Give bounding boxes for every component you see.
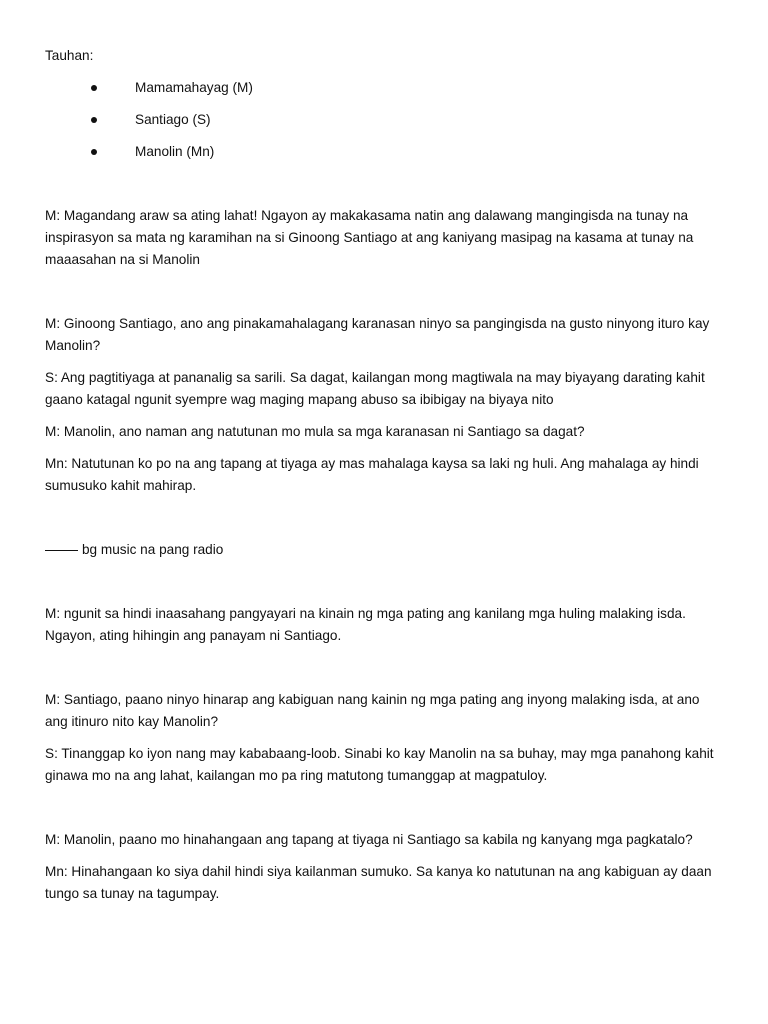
bullet-icon [91, 117, 97, 123]
cast-list-item [45, 109, 715, 131]
cast-list-item [45, 77, 715, 99]
dialogue-paragraph: M: Ginoong Santiago, ano ang pinakamahalagang karanasan ninyo sa pangingisda na gusto ninyong ituro kay Manolin? [45, 316, 710, 353]
dialogue-paragraph: Mn: Hinahangaan ko siya dahil hindi siya kailanman sumuko. Sa kanya ko natutunan na ang kabiguan ay daan tungo sa tunay na tagumpay. [45, 864, 712, 901]
bullet-icon [91, 149, 97, 155]
cast-heading: Tauhan: [45, 48, 94, 63]
dialogue-paragraph: Mn: Natutunan ko po na ang tapang at tiyaga ay mas mahalaga kaysa sa laki ng huli. Ang mahalaga ay hindi sumusuko kahit mahirap. [45, 456, 699, 493]
dialogue-paragraph: M: Manolin, ano naman ang natutunan mo mula sa mga karanasan ni Santiago sa dagat? [45, 424, 585, 439]
dialogue-paragraph: S: Tinanggap ko iyon nang may kababaang-loob. Sinabi ko kay Manolin na sa buhay, may mga panahong kahit ginawa mo na ang lahat, kailangan mo pa ring matutong tumanggap at magpatuloy. [45, 746, 714, 783]
dialogue-paragraph: M: Manolin, paano mo hinahangaan ang tapang at tiyaga ni Santiago sa kabila ng kanyang mga pagkatalo? [45, 832, 693, 847]
dialogue-paragraph: M: Magandang araw sa ating lahat! Ngayon ay makakasama natin ang dalawang mangingisda na tunay na inspirasyon sa mata ng karamihan na si Ginoong Santiago at ang kaniyang masipag na kasama at tunay na maaasahan na si Manolin [45, 208, 694, 267]
cast-name: Mamamahayag (M) [135, 80, 253, 95]
bullet-icon [91, 85, 97, 91]
music-cue [45, 539, 715, 561]
dialogue-paragraph: M: ngunit sa hindi inaasahang pangyayari na kinain ng mga pating ang kanilang mga huling malaking isda. Ngayon, ating hihingin ang panayam ni Santiago. [45, 606, 686, 643]
dash-line [45, 550, 78, 551]
cast-name: Manolin (Mn) [135, 144, 215, 159]
dialogue-paragraph: M: Santiago, paano ninyo hinarap ang kabiguan nang kainin ng mga pating ang inyong malaking isda, at ano ang itinuro nito kay Manolin? [45, 692, 700, 729]
music-cue-text: bg music na pang radio [82, 542, 224, 557]
cast-name: Santiago (S) [135, 112, 211, 127]
cast-list-item [45, 141, 715, 163]
dialogue-paragraph: S: Ang pagtitiyaga at pananalig sa sarili. Sa dagat, kailangan mong magtiwala na may biyayang darating kahit gaano katagal ngunit syempre wag maging mapang abuso sa ibibigay na biyaya nito [45, 370, 705, 407]
